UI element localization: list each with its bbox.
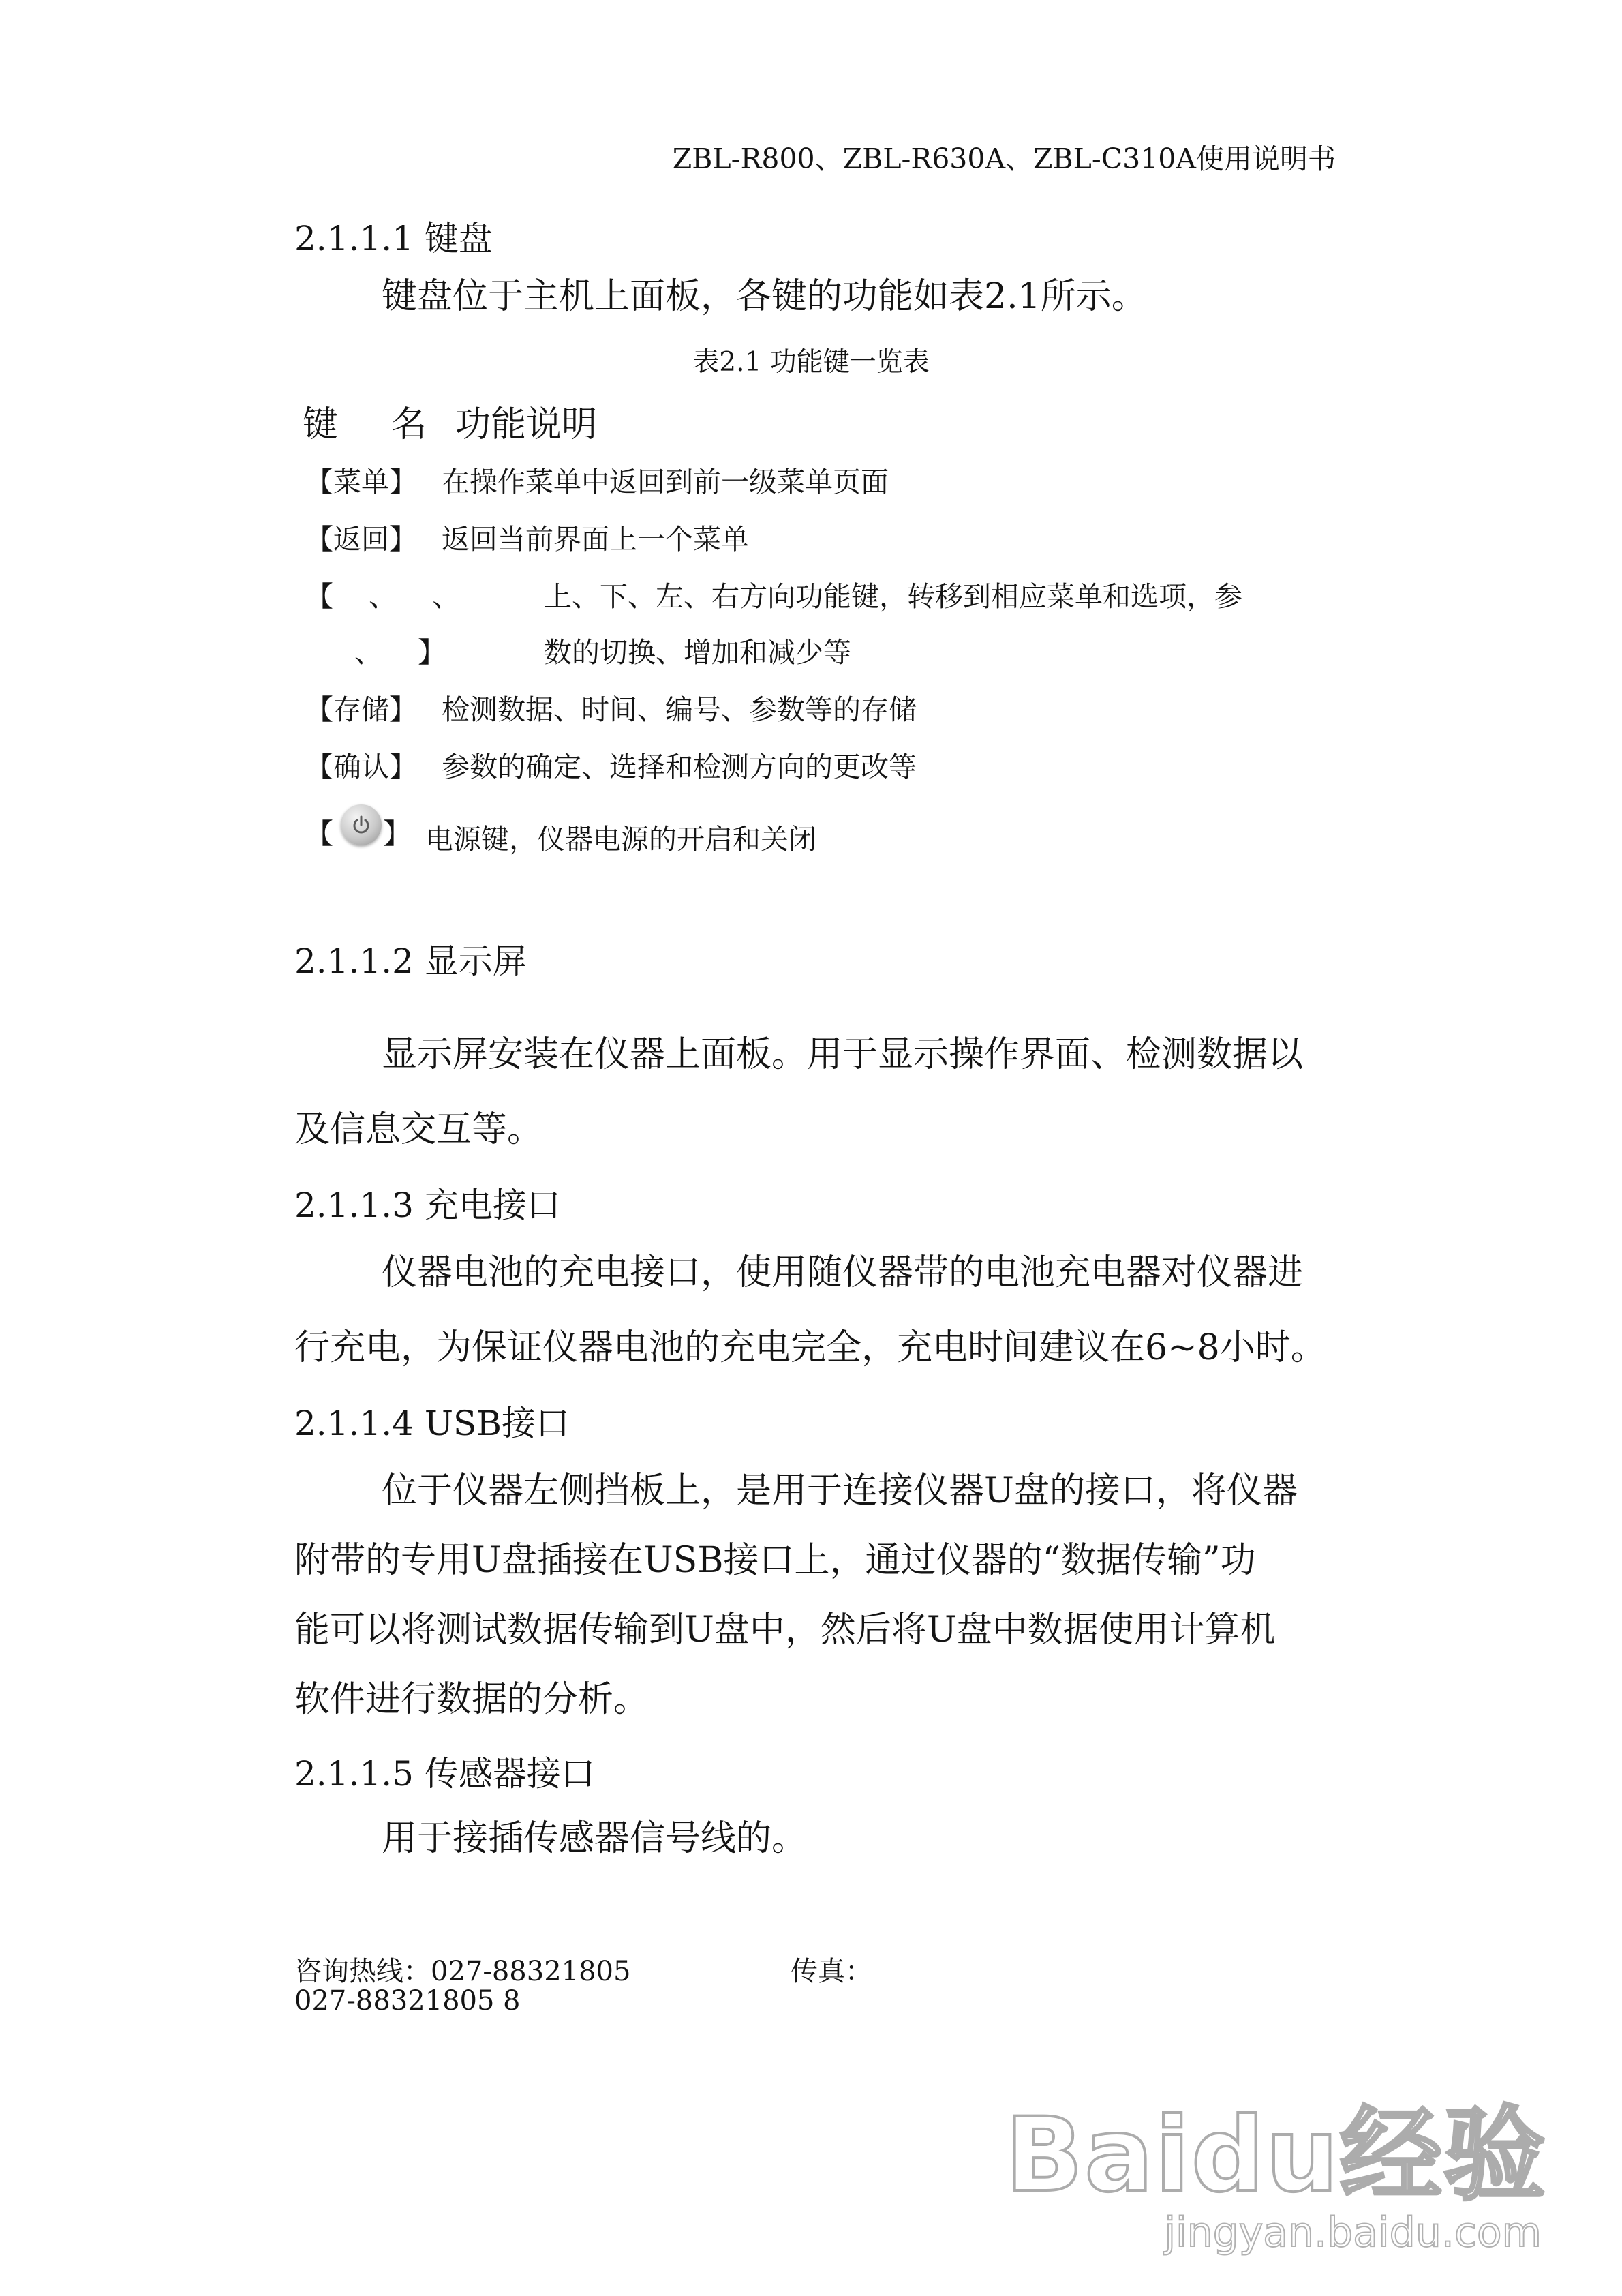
key-name: 【存储】 [305, 693, 417, 726]
key-description: 返回当前界面上一个菜单 [442, 523, 749, 556]
bracket-open: 【 [305, 817, 333, 850]
key-name-arrows-cont: 、 】 [354, 636, 446, 669]
section-heading-usb: 2.1.1.4 USB接口 [294, 1404, 570, 1443]
key-description: 参数的确定、选择和检测方向的更改等 [442, 751, 917, 783]
paragraph-line: 用于接插传感器信号线的。 [382, 1818, 808, 1859]
table-caption: 表2.1 功能键一览表 [692, 347, 930, 378]
keyboard-intro [294, 259, 1458, 334]
watermark [1005, 2072, 1547, 2270]
key-description: 检测数据、时间、编号、参数等的存储 [442, 693, 917, 726]
key-description: 电源键，仪器电源的开启和关闭 [425, 823, 816, 856]
key-description: 数的切换、增加和减少等 [544, 636, 851, 669]
section-heading-charging: 2.1.1.3 充电接口 [294, 1185, 561, 1225]
key-name: 【菜单】 [305, 466, 417, 498]
footer-fax-number: 027-88321805 [294, 1985, 495, 2016]
watermark-url: jingyan.baidu.com [1164, 2209, 1542, 2256]
table-header [303, 395, 597, 447]
key-name: 【确认】 [305, 751, 417, 783]
footer-fax-label: 传真： [791, 1956, 872, 1987]
usb-paragraph [294, 1456, 1371, 1734]
footer-hotline: 咨询热线：027-88321805 [294, 1956, 631, 1987]
paragraph-line: 键盘位于主机上面板，各键的功能如表2.1所示。 [382, 276, 1147, 317]
paragraph-line: 显示屏安装在仪器上面板。用于显示操作界面、检测数据以 [382, 1034, 1304, 1075]
watermark-logo: Baidu经验 [1005, 2096, 1547, 2215]
display-paragraph [294, 1017, 1371, 1167]
sensor-paragraph [294, 1801, 1458, 1876]
section-heading-display: 2.1.1.2 显示屏 [294, 941, 527, 981]
paragraph-line: 能可以将测试数据传输到U盘中，然后将U盘中数据使用计算机 [294, 1610, 1276, 1650]
table-header-key: 键名 [303, 404, 480, 445]
key-description: 在操作菜单中返回到前一级菜单页面 [442, 466, 889, 498]
key-description: 上、下、左、右方向功能键，转移到相应菜单和选项，参 [544, 580, 1242, 613]
power-icon [341, 804, 382, 845]
key-name: 【返回】 [305, 523, 417, 556]
charging-paragraph [294, 1235, 1371, 1385]
paragraph-line: 附带的专用U盘插接在USB接口上，通过仪器的“数据传输”功 [294, 1540, 1256, 1581]
running-header: ZBL-R800、ZBL-R630A、ZBL-C310A使用说明书 [672, 142, 1336, 175]
section-heading-keyboard: 2.1.1.1 键盘 [294, 219, 493, 258]
bracket-close: 】 [383, 817, 411, 850]
paragraph-line: 软件进行数据的分析。 [294, 1679, 649, 1720]
paragraph-line: 仪器电池的充电接口，使用随仪器带的电池充电器对仪器进 [382, 1252, 1304, 1293]
power-symbol [350, 814, 372, 836]
key-name-arrows: 【 、 、 [305, 580, 461, 613]
page-number: 8 [503, 1985, 521, 2016]
table-header-desc: 功能说明 [455, 404, 598, 445]
paragraph-line: 位于仪器左侧挡板上，是用于连接仪器U盘的接口，将仪器 [382, 1470, 1298, 1511]
paragraph-line: 行充电，为保证仪器电池的充电完全，充电时间建议在6~8小时。 [294, 1327, 1326, 1368]
paragraph-line: 及信息交互等。 [294, 1109, 543, 1150]
section-heading-sensor: 2.1.1.5 传感器接口 [294, 1754, 595, 1794]
